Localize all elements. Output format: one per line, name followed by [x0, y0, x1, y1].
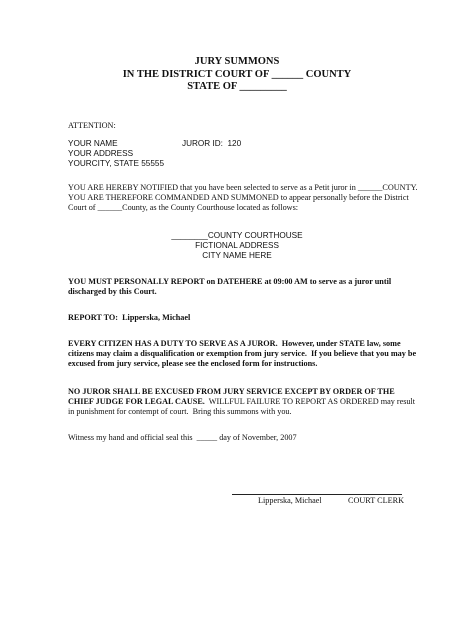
excuse-line-2-bold: CHIEF JUDGE FOR LEGAL CAUSE. [68, 397, 205, 406]
courthouse-city: CITY NAME HERE [202, 251, 272, 260]
notice-line-3: Court of ______County, as the County Courthouse located as follows: [68, 203, 299, 212]
witness-statement: Witness my hand and official seal this _____ day of November, 2007 [68, 433, 297, 442]
notice-line-2: YOU ARE THEREFORE COMMANDED AND SUMMONED to appear personally before the District [68, 193, 409, 202]
excuse-line-3: in punishment for contempt of court. Bring this summons with you. [68, 407, 292, 416]
clerk-name: Lipperska, Michael [258, 496, 322, 505]
duty-line-2: citizens may claim a disqualification or exemption from jury service. If you believe that you may be [68, 349, 417, 358]
report-line-2: discharged by this Court. [68, 287, 157, 296]
excuse-line-2-rest: WILLFUL FAILURE TO REPORT AS ORDERED may result [204, 397, 416, 406]
recipient-address: YOUR ADDRESS [68, 149, 134, 158]
report-to: REPORT TO: Lipperska, Michael [68, 313, 191, 322]
excuse-line-2 [68, 397, 415, 407]
clerk-title: COURT CLERK [348, 496, 404, 505]
duty-line-1: EVERY CITIZEN HAS A DUTY TO SERVE AS A JUROR. However, under STATE law, some [68, 339, 401, 348]
notice-line-1: YOU ARE HEREBY NOTIFIED that you have been selected to serve as a Petit juror in ______COUNTY. [68, 183, 418, 192]
recipient-city-state: YOURCITY, STATE 55555 [68, 159, 165, 168]
attention-label: ATTENTION: [68, 121, 116, 130]
report-line-1: YOU MUST PERSONALLY REPORT on DATEHERE at 09:00 AM to serve as a juror until [68, 277, 392, 286]
title-line-3: STATE OF _________ [187, 81, 287, 92]
title-line-2: IN THE DISTRICT COURT OF ______ COUNTY [122, 68, 352, 80]
summons-title [0, 56, 474, 94]
courthouse-name: ________COUNTY COURTHOUSE [171, 231, 303, 240]
duty-line-3: excused from jury service, please see the enclosed form for instructions. [68, 359, 318, 368]
excuse-line-1: NO JUROR SHALL BE EXCUSED FROM JURY SERVICE EXCEPT BY ORDER OF THE [68, 387, 395, 396]
title-line-1: JURY SUMMONS [194, 56, 280, 67]
juror-id: JUROR ID: 120 [182, 139, 242, 148]
signature-line [232, 494, 402, 495]
recipient-name: YOUR NAME [68, 139, 118, 148]
courthouse-address: FICTIONAL ADDRESS [195, 241, 279, 250]
